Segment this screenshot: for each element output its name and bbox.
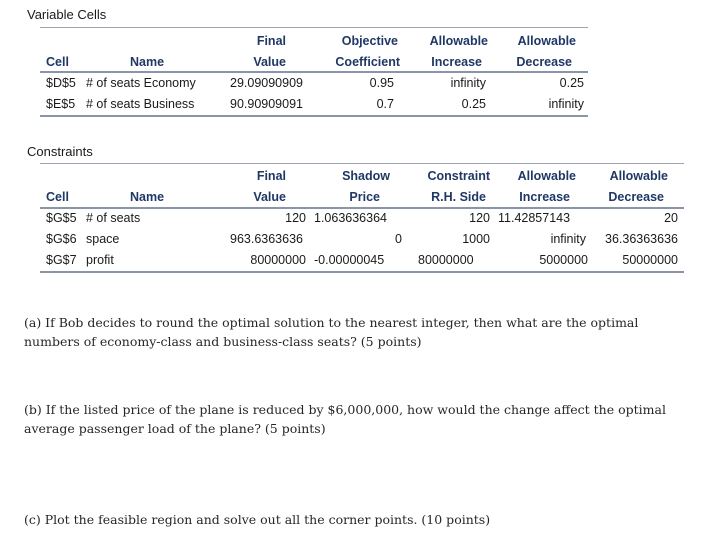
question-c: (c) Plot the feasible region and solve out all the corner points. (10 points) [24,512,491,527]
name-header: Name [130,55,165,69]
cell-header: Cell [46,190,69,204]
allowable-increase: 5000000 [539,253,588,267]
increase-header-bottom: Increase [431,55,482,69]
final-header-top: Final [256,169,286,183]
question-a: (a) If Bob decides to round the optimal solution to the nearest integer, then what are the optimal numbers of economy-class and business-class seats? (5 points) [24,315,639,349]
table-bottom-rule [40,115,588,117]
allowable-decrease: infinity [548,97,584,111]
increase-header-bottom: Increase [519,190,570,204]
header-bottom-rule [40,71,588,73]
increase-header-top: Allowable [517,169,576,183]
final-value: 80000000 [250,253,306,267]
decrease-header-top: Allowable [609,169,668,183]
cell-name: # of seats Business [86,97,195,111]
table-bottom-rule [40,271,684,273]
header-rule [40,27,588,28]
cell-address: $G$7 [46,253,77,267]
name-header: Name [130,190,165,204]
final-header-bottom: Value [253,55,286,69]
header-bottom-rule [40,207,684,209]
cell-name: # of seats Economy [86,76,196,90]
allowable-decrease: 36.36363636 [605,232,678,246]
final-header-bottom: Value [253,190,286,204]
final-value: 963.6363636 [230,232,303,246]
allowable-decrease: 50000000 [622,253,678,267]
cell-address: $G$5 [46,211,77,225]
allowable-increase: 11.42857143 [498,211,571,225]
constraint-rhs: 1000 [462,232,490,246]
cell-name: profit [86,253,114,267]
cell-address: $E$5 [46,97,76,111]
objective-coefficient: 0.7 [376,97,394,111]
cell-address: $G$6 [46,232,77,246]
shadow-header-bottom: Price [349,190,380,204]
final-header-top: Final [256,34,286,48]
constraints-title: Constraints [27,144,93,159]
shadow-price: -0.00000045 [314,253,385,267]
final-value: 90.90909091 [230,97,303,111]
allowable-increase: infinity [550,232,586,246]
allowable-decrease: 20 [664,211,678,225]
cell-name: # of seats [86,211,141,225]
increase-header-top: Allowable [429,34,488,48]
objective-coefficient: 0.95 [369,76,394,90]
final-value: 120 [285,211,306,225]
constraint-rhs: 80000000 [418,253,474,267]
objective-header-top: Objective [341,34,398,48]
cell-name: space [86,232,120,246]
shadow-header-top: Shadow [342,169,390,183]
cell-header: Cell [46,55,69,69]
final-value: 29.09090909 [230,76,303,90]
header-rule [40,163,684,164]
cell-address: $D$5 [46,76,76,90]
question-b: (b) If the listed price of the plane is reduced by $6,000,000, how would the change affect the optimal average passenger load of the plane? (5 points) [24,402,666,436]
allowable-decrease: 0.25 [559,76,584,90]
constraint-rhs: 120 [469,211,490,225]
allowable-increase: infinity [450,76,486,90]
objective-header-bottom: Coefficient [335,55,400,69]
decrease-header-bottom: Decrease [608,190,664,204]
shadow-price: 1.063636364 [314,211,387,225]
allowable-increase: 0.25 [461,97,486,111]
rhs-header-top: Constraint [427,169,490,183]
shadow-price: 0 [395,232,402,246]
rhs-header-bottom: R.H. Side [431,190,486,204]
decrease-header-bottom: Decrease [516,55,572,69]
decrease-header-top: Allowable [517,34,576,48]
variable-cells-title: Variable Cells [27,7,107,22]
